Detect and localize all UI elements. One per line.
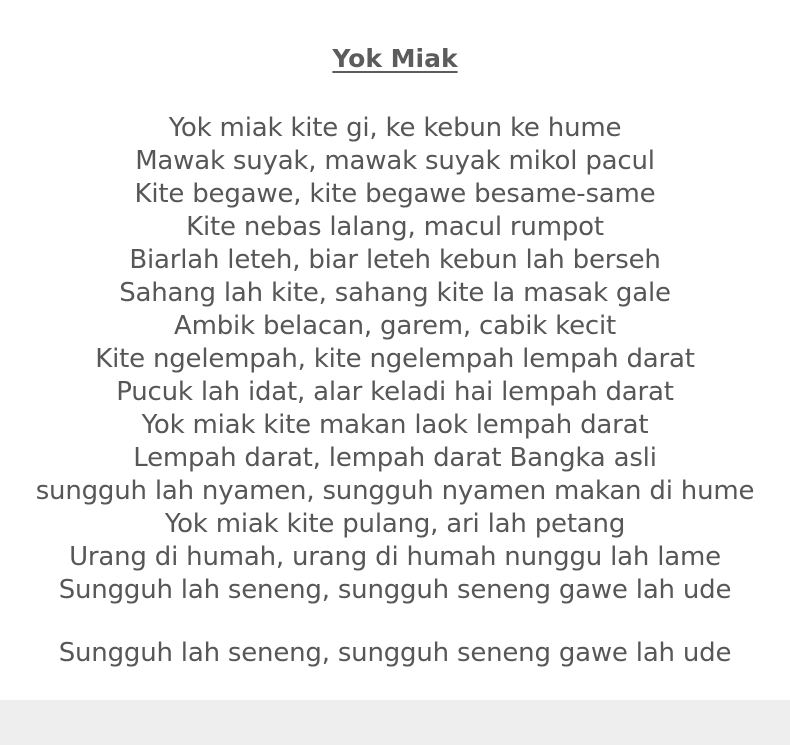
- closing-lyric-line: Sungguh lah seneng, sungguh seneng gawe lah ude: [58, 638, 732, 668]
- lyric-line: Sungguh lah seneng, sungguh seneng gawe lah ude: [58, 575, 732, 605]
- lyric-line: Pucuk lah idat, alar keladi hai lempah darat: [116, 377, 674, 407]
- lyric-line: Kite nebas lalang, macul rumpot: [186, 212, 604, 242]
- lyric-line: Urang di humah, urang di humah nunggu lah lame: [69, 542, 721, 572]
- footer-band: [0, 700, 790, 745]
- lyric-line: Kite begawe, kite begawe besame-same: [134, 179, 656, 209]
- lyric-line: Biarlah leteh, biar leteh kebun lah berseh: [129, 245, 661, 275]
- lyrics-block: [0, 112, 790, 607]
- song-title: Yok Miak: [332, 44, 458, 73]
- lyric-line: Yok miak kite gi, ke kebun ke hume: [168, 113, 622, 143]
- lyric-line: Ambik belacan, garem, cabik kecit: [174, 311, 616, 341]
- lyric-line: Sahang lah kite, sahang kite la masak gale: [119, 278, 671, 308]
- lyric-line: sungguh lah nyamen, sungguh nyamen makan di hume: [35, 476, 755, 506]
- lyric-line: Lempah darat, lempah darat Bangka asli: [133, 443, 657, 473]
- lyric-line: Kite ngelempah, kite ngelempah lempah darat: [95, 344, 695, 374]
- lyric-line: Yok miak kite pulang, ari lah petang: [164, 509, 626, 539]
- lyric-line: Yok miak kite makan laok lempah darat: [141, 410, 649, 440]
- lyric-line: Mawak suyak, mawak suyak mikol pacul: [135, 146, 655, 176]
